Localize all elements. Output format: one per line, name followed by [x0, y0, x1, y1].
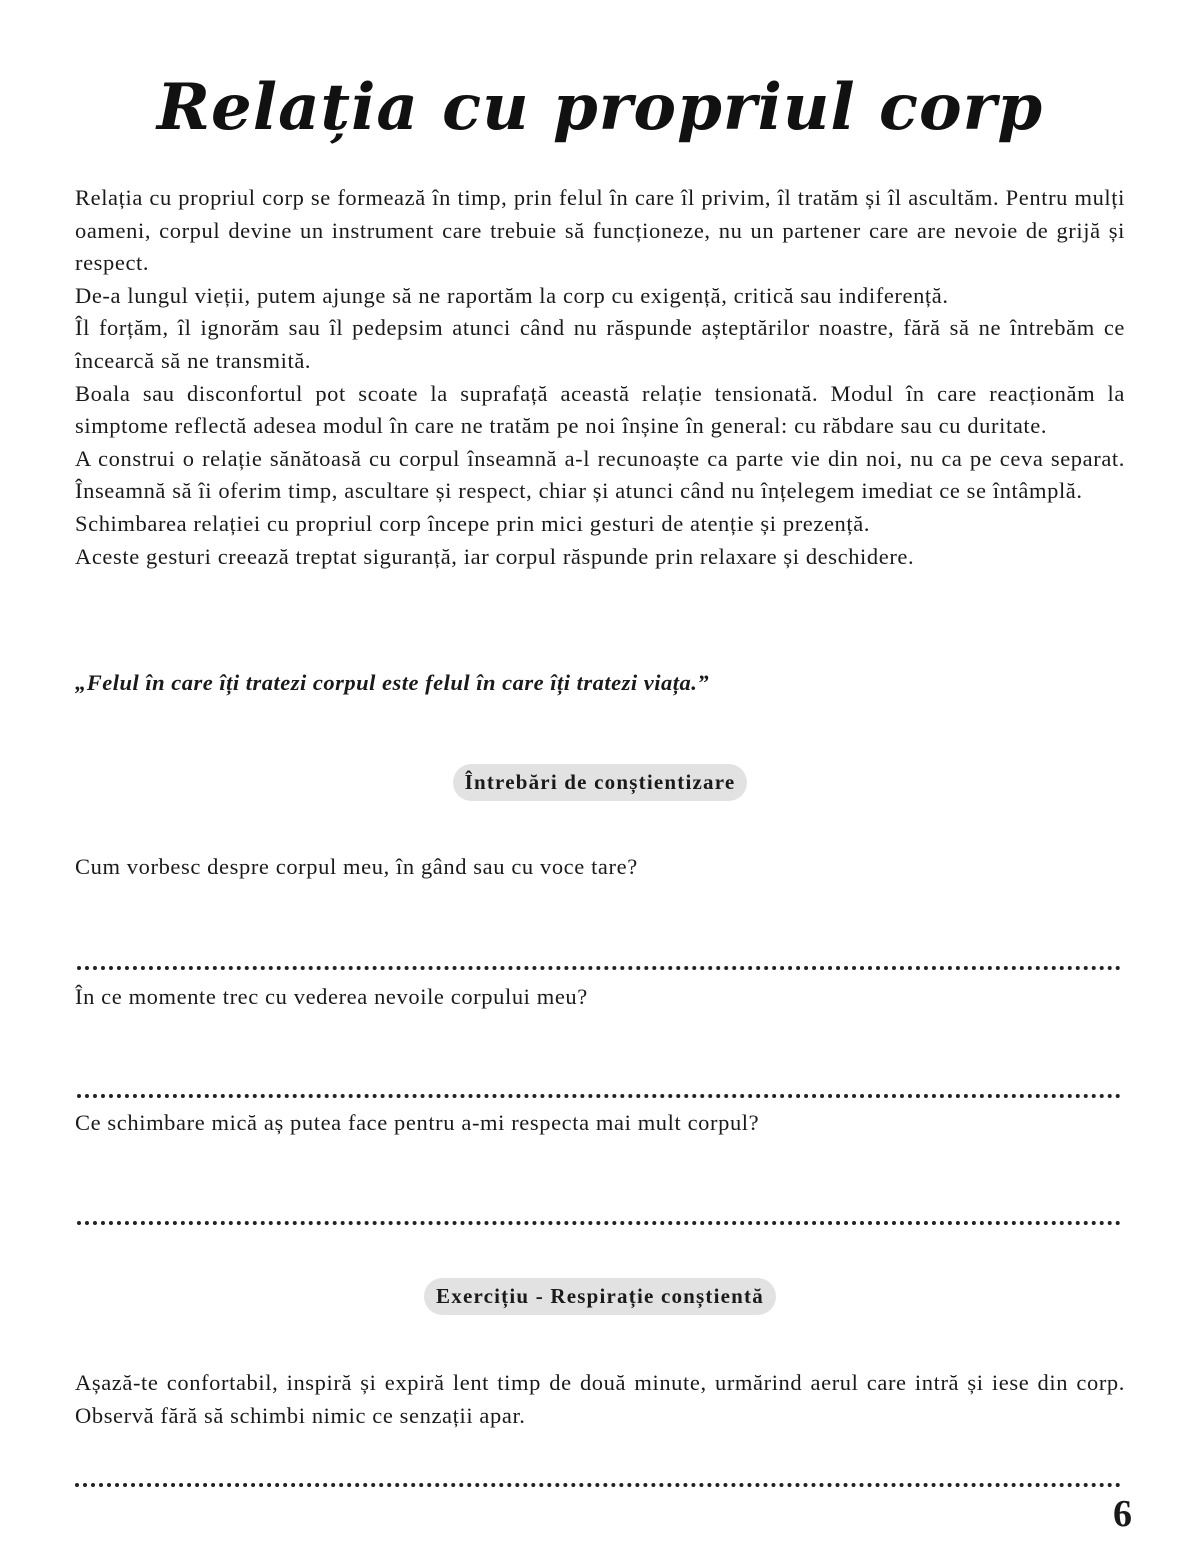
intro-paragraph: Boala sau disconfortul pot scoate la suprafață această relație tensionată. Modul în care reacționăm la simptome reflectă adesea modul în care ne tratăm pe noi înșine în general: cu răbdare sau cu duritate. — [75, 380, 1125, 439]
question-1: Cum vorbesc despre corpul meu, în gând sau cu voce tare? — [75, 854, 638, 879]
intro-text — [75, 182, 1125, 573]
answer-line-1[interactable] — [77, 966, 1121, 970]
page-title: Relația cu propriul corp — [156, 70, 1044, 145]
answer-line-2[interactable] — [77, 1094, 1121, 1098]
question-2: În ce momente trec cu vederea nevoile corpului meu? — [75, 984, 588, 1009]
exercise-heading: Exercițiu - Respirație conștientă — [424, 1278, 776, 1315]
awareness-heading: Întrebări de conștientizare — [453, 764, 748, 801]
intro-paragraph: Schimbarea relației cu propriul corp începe prin mici gesturi de atenție și prezență. — [75, 510, 871, 536]
intro-paragraph: De-a lungul vieții, putem ajunge să ne raportăm la corp cu exigență, critică sau indiferență. — [75, 282, 949, 308]
exercise-heading-wrapper — [0, 1278, 1200, 1315]
quote: „Felul în care îți tratezi corpul este felul în care îți tratezi viața.” — [75, 670, 710, 695]
awareness-heading-wrapper — [0, 764, 1200, 801]
exercise-answer-line[interactable] — [75, 1483, 1121, 1487]
answer-line-3[interactable] — [77, 1221, 1121, 1225]
intro-paragraph: Relația cu propriul corp se formează în timp, prin felul în care îl privim, îl tratăm și îl ascultăm. Pentru mulți oameni, corpul devine un instrument care trebuie să funcționeze, nu un partener care are nevoie de grijă și respect. — [75, 185, 1125, 276]
exercise-text: Așază-te confortabil, inspiră și expiră lent timp de două minute, urmărind aerul care intră și iese din corp. Observă fără să schimbi nimic ce senzații apar. — [75, 1370, 1125, 1428]
intro-paragraph: A construi o relație sănătoasă cu corpul înseamnă a-l recunoaște ca parte vie din noi, nu ca pe ceva separat. Înseamnă să îi oferim timp, ascultare și respect, chiar și atunci când nu înțelegem imediat ce se întâmplă. — [75, 445, 1125, 504]
page-number: 6 — [1113, 1493, 1132, 1535]
intro-paragraph: Aceste gesturi creează treptat siguranță, iar corpul răspunde prin relaxare și deschidere. — [75, 543, 915, 569]
question-3: Ce schimbare mică aș putea face pentru a-mi respecta mai mult corpul? — [75, 1110, 760, 1135]
intro-paragraph: Îl forțăm, îl ignorăm sau îl pedepsim atunci când nu răspunde așteptărilor noastre, fără să ne întrebăm ce încearcă să ne transmită. — [75, 315, 1125, 373]
